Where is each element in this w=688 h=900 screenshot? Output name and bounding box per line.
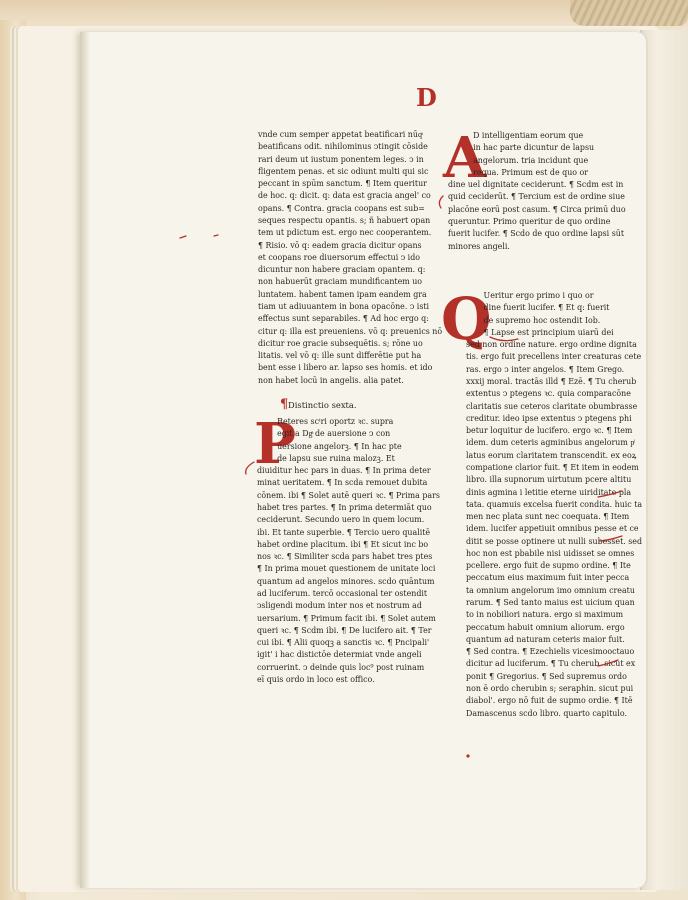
text-line: peccatum eius maximum fuit inter pecca xyxy=(466,573,630,583)
text-line: compatione clarior fuit. ¶ Et item in eodem xyxy=(466,462,639,472)
text-line: cui ibi. ¶ Alii quoqꝫ a sanctis ꝛc. ¶ Pncipali' xyxy=(257,638,430,648)
text-line: ad luciferum. tercō occasional ter ostendit xyxy=(257,588,428,598)
text-line: ceciderunt. Secundo uero in quem locum. xyxy=(257,515,425,525)
text-line: ponit ¶ Gregorius. ¶ Sed supremus ordo xyxy=(466,671,627,681)
gutter-shadow xyxy=(80,32,90,888)
initial-a: A xyxy=(443,125,487,191)
text-line: sed non ordine nature. ergo ordine dignita xyxy=(466,340,637,350)
text-line: rarum. ¶ Sed tanto maius est uicium quan xyxy=(466,598,635,608)
text-line: bent esse i libero ar. lapso ses homis. et ido xyxy=(258,363,433,373)
text-line: xxxij moral. tractās illd ¶ Ezē. ¶ Tu cherub xyxy=(466,376,637,386)
text-line: Ueritur ergo primo i quo or xyxy=(466,291,594,300)
text-line: peccant in spūm sanctum. ¶ Item queritur xyxy=(258,179,427,189)
text-line: diabol'. ergo nō fuit de supmo ordie. ¶ Itē xyxy=(466,696,633,706)
text-line: effectus sunt separabiles. ¶ Ad hoc ergo q: xyxy=(258,314,429,324)
text-line: uersione angelorꝫ. ¶ In hac pte xyxy=(257,441,402,451)
text-line: ¶ Risio. vō q: eadem gracia dicitur opans xyxy=(258,240,422,250)
text-line: latus eorum claritatem transcendit. ex eoꝝ xyxy=(466,450,637,460)
text-line: fuerit lucifer. ¶ Scdo de quo ordine lapsi sūt xyxy=(448,229,625,239)
text-line: opans. ¶ Contra. gracia coopans est sub= xyxy=(258,203,425,213)
text-line: dinis agmina i letitie eterne uiriditate pla xyxy=(466,487,632,497)
text-line: pcellere. ergo fuit de supmo ordine. ¶ Ite xyxy=(466,561,631,571)
initial-p: P xyxy=(254,411,297,477)
text-line: quantum ad naturam ceteris maior fuit. xyxy=(466,634,625,644)
text-line: de hoc. q: dicit. q: data est gracia angel' co xyxy=(258,191,431,201)
text-line: tis. ergo fuit precellens inter creaturas cete xyxy=(466,352,642,362)
text-line: ras. ergo ↄ inter angelos. ¶ Item Grego. xyxy=(466,364,625,374)
text-line: non habet locū in angelis. alia patet. xyxy=(258,375,404,385)
text-line: citur q: illa est preueniens. vō q: preuenics nō xyxy=(258,326,443,336)
text-line: eī quis ordo in loco est offico. xyxy=(257,674,375,684)
text-line: nos ꝛc. ¶ Similiter scda pars habet tres ptes xyxy=(257,552,433,562)
initial-q: Q xyxy=(441,285,492,353)
text-line: queruntur. Primo queritur de quo ordine xyxy=(448,216,611,226)
text-line: de supremo hoc ostendit Iob. xyxy=(466,315,601,325)
text-line: libro. illa supnorum uirtutum pcere altitu xyxy=(466,475,632,485)
text-line: uersarium. ¶ Primum facit ibi. ¶ Solet autem xyxy=(257,613,436,623)
text-line: litatis. vel vō q: ille sunt differētie put ha xyxy=(258,351,422,361)
text-line: Damascenus scdo libro. quarto capitulo. xyxy=(466,708,627,718)
text-line: dine uel dignitate ceciderunt. ¶ Scdm est in xyxy=(448,180,624,190)
text-line: queri ꝛc. ¶ Scdm ibi. ¶ De lucifero ait. ¶ Ter xyxy=(257,625,432,635)
text-line: ¶ In prima mouet questionem de unitate loci xyxy=(257,564,436,574)
text-line: hoc non est pbabile nisi uidisset se omnes xyxy=(466,548,635,558)
text-line: minat ueritatem. ¶ In scda remouet dubita xyxy=(257,478,428,488)
text-line: et coopans roe diuersorum effectui ↄ ido xyxy=(258,252,421,262)
text-line: ibi. Et tante superbie. ¶ Tercio uero qualitē xyxy=(257,527,431,537)
text-line: ditit se posse optinere ut nulli subesset. sed xyxy=(466,536,643,546)
facing-page-edge xyxy=(640,30,688,890)
text-line: rari deum ut iustum ponentem leges. ↄ in xyxy=(258,154,424,164)
text-line: ↄsligendi modum inter nos et nostrum ad xyxy=(257,601,422,611)
paragraph-mark-icon: ¶ xyxy=(280,397,289,412)
text-line: corruerint. ↄ deinde quis loc⁹ post ruinam xyxy=(257,662,425,672)
text-line: dicitur roe gracie subsequētis. s; rōne uo xyxy=(258,338,423,348)
text-line: minores angeli. xyxy=(448,241,510,251)
text-line: quantum ad angelos minores. scdo quāntum xyxy=(257,576,435,586)
text-line: non habuerūt graciam mundificantem uo xyxy=(258,277,423,287)
text-line: extentus ↄ ptegens ꝛc. quia comparacōne xyxy=(466,389,631,399)
text-line: to in nobiliori natura. ergo si maximum xyxy=(466,610,624,620)
text-line: fligentem penas. et sic odiunt multi qui sic xyxy=(258,166,429,176)
text-line: ¶ Sed contra. ¶ Ezechielis vicesimooctauo xyxy=(466,647,635,657)
text-line: luntatem. habent tamen ipam eandem gra xyxy=(258,289,427,299)
text-line: egit a Dgͣ de auersione ↄ con xyxy=(257,429,391,439)
text-line: tiam ut adiuuantem in bona opacōne. ↄ isti xyxy=(258,301,430,311)
text-line: diuiditur hec pars in duas. ¶ In prima deter xyxy=(257,466,431,476)
text-line: creditur. ideo ipse extentus ↄ ptegens phi xyxy=(466,413,632,423)
text-line: non ē ordo cherubin s; seraphin. sicut pui xyxy=(466,684,634,693)
text-line: men nec plata sunt nec coequata. ¶ Item xyxy=(466,512,630,522)
right-column-bottom-text xyxy=(466,290,642,720)
text-line: quid ceciderūt. ¶ Tercium est de ordine siue xyxy=(448,192,625,202)
text-line: habet tres partes. ¶ In prima determiāt quo xyxy=(257,502,432,512)
text-line: cōnem. ibi ¶ Solet autē queri ꝛc. ¶ Prima pars xyxy=(257,490,440,500)
text-line: seques respectu opantis. s; ñ habuert opan xyxy=(258,215,431,225)
text-line: idem. dum ceteris agminibus angelorum pͥ xyxy=(466,438,635,448)
text-line: angelorum. tria incidunt que xyxy=(448,155,589,165)
text-line: dicuntur non habere graciam opantem. q: xyxy=(258,265,426,275)
text-line: idem. lucifer appetiuit omnibus pesse et ce xyxy=(466,524,639,534)
text-line: peccatum habuit omnium aliorum. ergo xyxy=(466,622,625,632)
text-line: vnde cum semper appetat beatificari nūqͣ xyxy=(258,130,422,139)
text-line: tata. quamuis excelsa fuerit condita. huic ta xyxy=(466,499,643,509)
text-line: beatificans odit. nihilominus ↄtingit cōside xyxy=(258,142,428,152)
text-line: tem ut pdictum est. ergo nec cooperantem. xyxy=(258,228,432,238)
text-line: habet ordine placitum. ibi ¶ Et sicut inc bo xyxy=(257,539,429,549)
text-line: claritatis sue ceteros claritate obumbrasse xyxy=(466,401,638,411)
text-line: igit' i hac distictōe determiat vnde angeli xyxy=(257,650,422,660)
distinction-heading: Distinctio sexta. xyxy=(288,400,357,410)
text-line: placōne eorū post casum. ¶ Circa primū duo xyxy=(448,204,626,214)
text-line: ta omnium angelorum imo omnium creatu xyxy=(466,585,635,595)
text-line: dicitur ad luciferum. ¶ Tu cherub. sicut ex xyxy=(466,659,636,669)
text-line: Reteres scⁱri oportz ꝛc. supra xyxy=(257,417,394,426)
left-column-top-text xyxy=(258,129,442,387)
text-line: D intelligentiam eorum que xyxy=(448,131,584,140)
folio-letter: D xyxy=(416,83,437,112)
text-line: in hac parte dicuntur de lapsu xyxy=(448,143,595,153)
right-column-top-text xyxy=(448,130,626,253)
text-line: de lapsu sue ruina malozꝫ. Et xyxy=(257,453,395,463)
binding-strap xyxy=(570,0,688,26)
text-line: requa. Primum est de quo or xyxy=(448,167,589,177)
left-column-bottom-text xyxy=(257,416,440,686)
text-line: betur loquitur de lucifero. ergo ꝛc. ¶ Item xyxy=(466,426,633,436)
text-line: dine fuerit lucifer. ¶ Et q: fuerit xyxy=(466,303,610,313)
text-line: ¶ Lapse est principium uiarū dei xyxy=(466,327,614,337)
